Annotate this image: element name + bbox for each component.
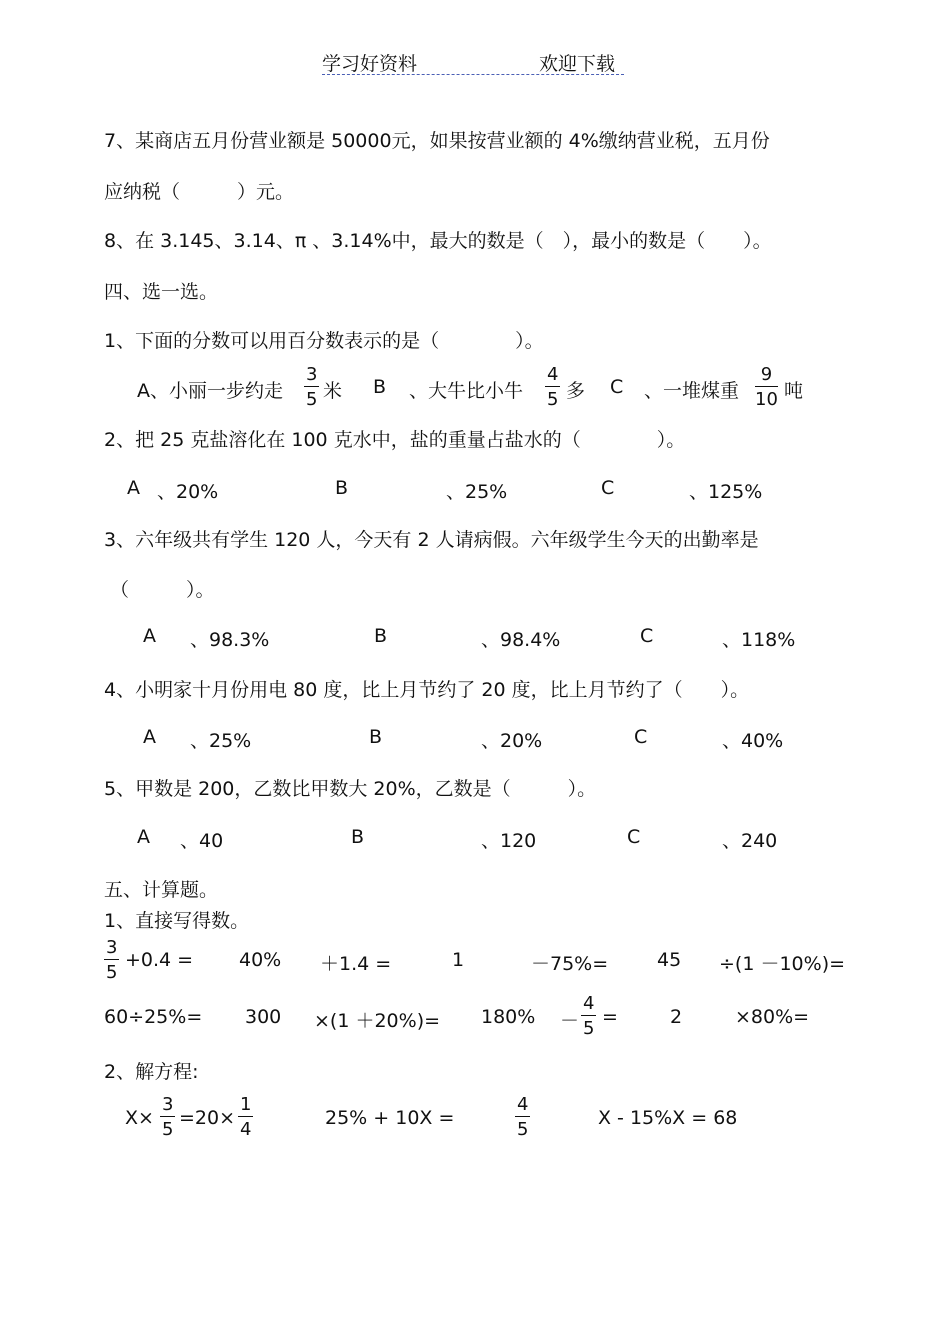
s4q1-c-letter: C	[610, 376, 624, 398]
s4q5-option-c-value: 、240	[722, 830, 778, 852]
s5q2-eq1-numerator2: 1	[240, 1094, 252, 1115]
s4q1-stem: 1、下面的分数可以用百分数表示的是（ ）。	[104, 330, 544, 352]
q7-line2: 应纳税（ ）元。	[104, 181, 295, 203]
s4q5-option-b: B	[351, 826, 365, 848]
s4q4-option-b-value: 、20%	[481, 730, 543, 752]
s5q1-r2-denominator: 5	[583, 1018, 595, 1039]
s4q1-a-fraction	[304, 366, 319, 409]
s4q1-c-post: 吨	[784, 380, 804, 402]
s5q2-eq2-numerator: 4	[517, 1094, 529, 1115]
s5q2-eq1-fraction2	[238, 1096, 253, 1139]
s4q2-option-c: C	[601, 477, 615, 499]
s5q2-eq3: X - 15%X = 68	[598, 1107, 738, 1129]
s4q2-stem: 2、把 25 克盐溶化在 100 克水中，盐的重量占盐水的（ ）。	[104, 429, 686, 451]
s4q5-option-a: A	[137, 826, 150, 848]
section5-title: 五、计算题。	[104, 879, 219, 901]
s5q1-r1-expr7: ÷(1 －10%)=	[719, 953, 846, 975]
s5q1-r1-expr6: 45	[657, 949, 682, 971]
s4q5-option-a-value: 、40	[180, 830, 224, 852]
s4q4-option-a-value: 、25%	[190, 730, 252, 752]
s4q3-option-b-value: 、98.4%	[481, 629, 561, 651]
s4q1-b-post: 多	[566, 380, 586, 402]
s5q1-r1-denominator: 5	[106, 962, 118, 983]
s4q3-stem: 3、六年级共有学生 120 人，今天有 2 人请病假。六年级学生今天的出勤率是	[104, 529, 759, 551]
s4q4-option-b: B	[369, 726, 383, 748]
s4q1-a-pre: A、小丽一步约走	[137, 380, 283, 402]
s5q1-title: 1、直接写得数。	[104, 910, 250, 932]
header-left: 学习好资料	[322, 53, 418, 75]
s4q1-b-fraction	[545, 366, 560, 409]
s4q4-option-a: A	[143, 726, 156, 748]
s5q1-r1-expr4: 1	[452, 949, 465, 971]
s4q2-option-b: B	[335, 477, 349, 499]
s5q2-eq1-mid: =20×	[179, 1107, 236, 1129]
s5q2-eq2-denominator: 5	[517, 1119, 529, 1140]
s4q1-c-pre: 、一堆煤重	[644, 380, 740, 402]
s4q2-option-b-value: 、25%	[446, 481, 508, 503]
s4q1-c-numerator: 9	[760, 364, 773, 385]
s4q1-a-denominator: 5	[306, 389, 318, 410]
s5q1-r2-minus: －	[560, 1010, 580, 1032]
s4q3-option-a: A	[143, 625, 156, 647]
s5q1-r1-expr3: ＋1.4 =	[320, 953, 392, 975]
s5q1-r2-fraction	[581, 995, 596, 1038]
s4q3-stem-cont: （ ）。	[110, 579, 215, 601]
s4q3-option-c-value: 、118%	[722, 629, 796, 651]
s4q2-option-c-value: 、125%	[689, 481, 763, 503]
s5q1-r1-expr2: 40%	[239, 949, 282, 971]
s5q2-eq2-fraction	[515, 1096, 530, 1139]
header-underline	[322, 74, 624, 75]
s5q1-r2-expr4: 180%	[481, 1006, 536, 1028]
s4q1-b-denominator: 5	[547, 389, 559, 410]
s4q5-option-c: C	[627, 826, 641, 848]
s5q1-r1-expr1: +0.4 =	[125, 949, 194, 971]
s4q5-option-b-value: 、120	[481, 830, 537, 852]
s5q1-r1-expr5: －75%=	[531, 953, 609, 975]
s5q2-title: 2、解方程:	[104, 1061, 199, 1083]
q8-text: 8、在 3.145、3.14、π 、3.14%中，最大的数是（ ），最小的数是（ ）。	[104, 230, 772, 252]
s5q1-r2-expr1: 60÷25%=	[104, 1006, 203, 1028]
s4q1-a-numerator: 3	[306, 364, 318, 385]
s4q2-option-a: A	[127, 477, 140, 499]
s4q3-option-a-value: 、98.3%	[190, 629, 270, 651]
s5q2-eq1-denominator2: 4	[240, 1119, 252, 1140]
s4q4-stem: 4、小明家十月份用电 80 度，比上月节约了 20 度，比上月节约了（ ）。	[104, 679, 750, 701]
s5q1-r2-expr7: 2	[670, 1006, 683, 1028]
s4q1-c-fraction	[755, 366, 778, 409]
s4q1-b-pre: 、大牛比小牛	[409, 380, 524, 402]
s4q5-stem: 5、甲数是 200，乙数比甲数大 20%，乙数是（ ）。	[104, 778, 597, 800]
s4q4-option-c: C	[634, 726, 648, 748]
s4q4-option-c-value: 、40%	[722, 730, 784, 752]
s4q1-a-post: 米	[323, 380, 343, 402]
s4q3-option-c: C	[640, 625, 654, 647]
s4q3-option-b: B	[374, 625, 388, 647]
s4q2-option-a-value: 、20%	[157, 481, 219, 503]
s5q2-eq1-fraction1	[160, 1096, 175, 1139]
section4-title: 四、选一选。	[104, 281, 219, 303]
s5q1-r2-expr3: ×(1 ＋20%)=	[314, 1010, 441, 1032]
s5q1-r2-expr8: ×80%=	[735, 1006, 810, 1028]
s4q1-b-numerator: 4	[547, 364, 559, 385]
s4q1-b-letter: B	[373, 376, 387, 398]
s5q1-r2-equals: =	[602, 1006, 618, 1028]
s4q1-c-denominator: 10	[755, 389, 778, 410]
s5q1-r2-numerator: 4	[583, 993, 595, 1014]
s5q1-r2-expr2: 300	[245, 1006, 282, 1028]
s5q2-eq1-pre: X×	[125, 1107, 154, 1129]
s5q1-r1-numerator: 3	[106, 937, 118, 958]
s5q2-eq2: 25% + 10X =	[325, 1107, 455, 1129]
q7-line1: 7、某商店五月份营业额是 50000元，如果按营业额的 4%缴纳营业税，五月份	[104, 130, 770, 152]
s5q2-eq1-numerator1: 3	[162, 1094, 174, 1115]
s5q1-r1-fraction	[104, 939, 119, 982]
s5q2-eq1-denominator1: 5	[162, 1119, 174, 1140]
header-right: 欢迎下载	[539, 53, 616, 75]
